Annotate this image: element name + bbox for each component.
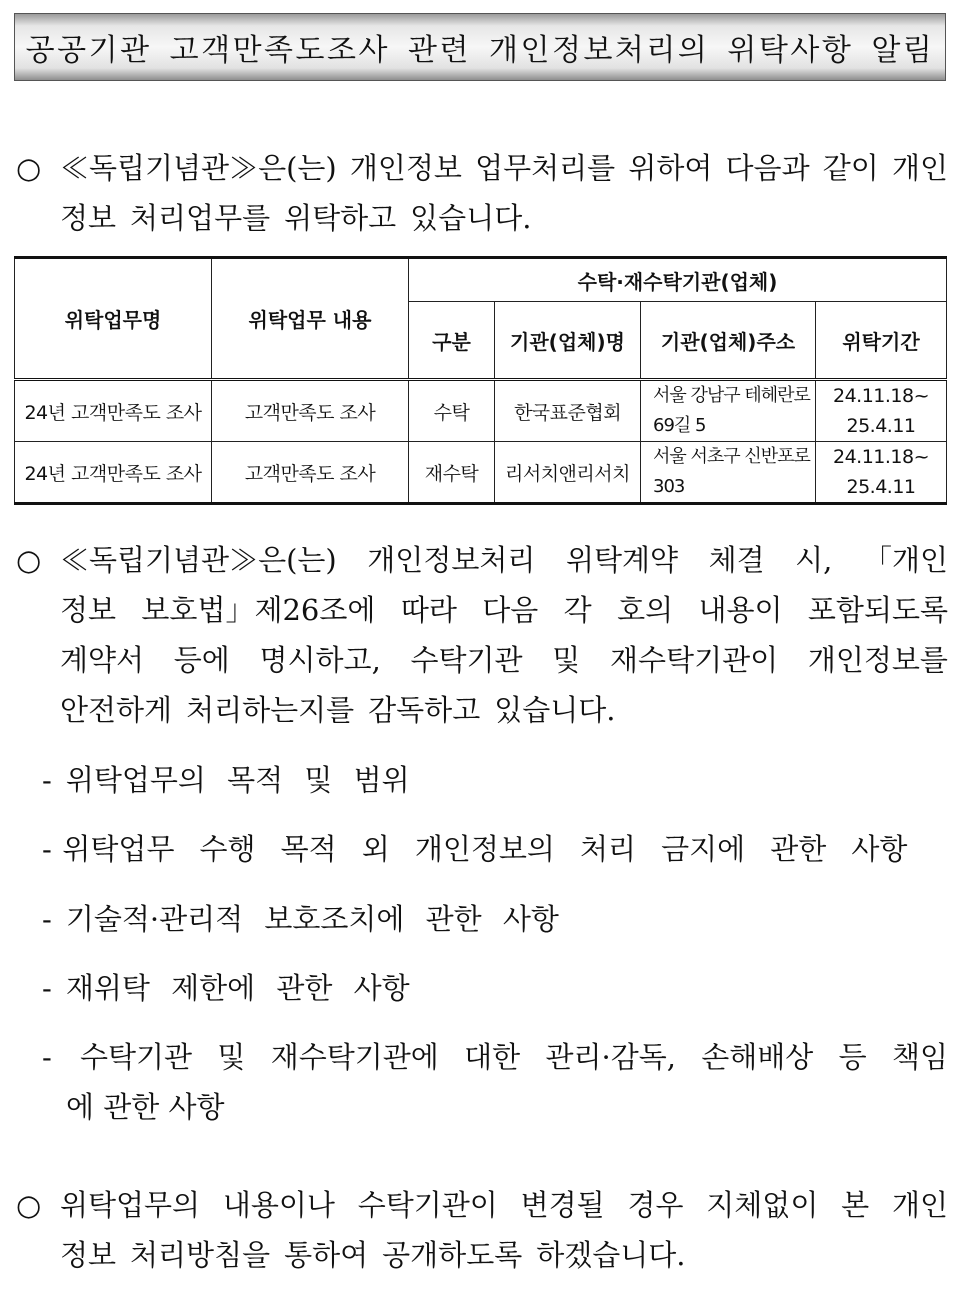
contract-line-1: [16, 535, 948, 585]
word: 내용이나: [222, 1188, 335, 1222]
cell-agency-name: 리서치앤리서치: [495, 442, 641, 504]
word: 사항: [851, 832, 908, 866]
header-period: 위탁기간: [816, 302, 947, 380]
word: 있습니다.: [494, 693, 616, 727]
header-agency-name: 기관(업체)명: [495, 302, 641, 380]
word: 및: [552, 643, 581, 677]
word: 처리하는지를: [186, 693, 355, 727]
word: 계약서: [60, 643, 145, 677]
address-line-2: 303: [653, 476, 685, 497]
contract-line-4: [16, 685, 948, 735]
word: 재수탁기관이: [610, 643, 779, 677]
bullet-circle: ○: [16, 1188, 42, 1222]
dash-marker: -: [42, 832, 52, 866]
dash-marker: -: [42, 1040, 52, 1074]
word: 다음과: [725, 151, 810, 185]
notice-title-bar: [14, 13, 946, 81]
word: 같이: [822, 151, 879, 185]
contract-paragraph: [16, 535, 948, 735]
word: 시,: [795, 543, 833, 577]
word: ≪독립기념관≫은(는): [60, 543, 337, 577]
intro-line-1: [16, 143, 948, 193]
header-agency-group: 수탁·재수탁기관(업체): [409, 258, 947, 302]
word: 업무처리를: [475, 151, 616, 185]
word: 다음: [482, 593, 539, 627]
word: 관한: [770, 832, 827, 866]
word: 개인정보처리: [367, 543, 536, 577]
dash-marker: -: [42, 902, 52, 936]
cell-task-name: 24년 고객만족도 조사: [15, 442, 212, 504]
word: 감독하고: [368, 693, 481, 727]
cell-category: 재수탁: [409, 442, 495, 504]
word: 각: [563, 593, 592, 627]
cell-agency-address: [641, 380, 816, 442]
word: 경우: [627, 1188, 684, 1222]
contract-line-2: [16, 585, 948, 635]
header-category: 구분: [409, 302, 495, 380]
word: 정보: [60, 201, 117, 235]
word: 책임: [891, 1040, 948, 1074]
word: 수탁기관: [80, 1040, 193, 1074]
word: 본: [841, 1188, 870, 1222]
address-line-1: 서울 서초구 신반포로: [653, 446, 810, 467]
word: 개인정보를: [807, 643, 948, 677]
word: 명시하고,: [259, 643, 381, 677]
address-line-1: 서울 강남구 테헤란로: [653, 385, 810, 406]
contract-line-3: [16, 635, 948, 685]
address-line-2: 69길 5: [653, 415, 706, 436]
word: 위하여: [628, 151, 713, 185]
word: 등에: [173, 643, 230, 677]
word: 정보: [60, 1238, 117, 1272]
word: 내용이: [698, 593, 783, 627]
item-text: [80, 1032, 948, 1082]
cell-agency-name: 한국표준협회: [495, 380, 641, 442]
word: 개인: [891, 1188, 948, 1222]
word: 수행: [199, 832, 256, 866]
header-task-name: 위탁업무명: [15, 258, 212, 380]
list-item: [42, 1032, 948, 1132]
word: 위탁계약: [565, 543, 679, 577]
bullet-circle: ○: [16, 151, 42, 185]
cell-task-name: 24년 고객만족도 조사: [15, 380, 212, 442]
word: 외: [361, 832, 390, 866]
word: 대한: [464, 1040, 521, 1074]
word: 관리·감독,: [545, 1040, 676, 1074]
notice-title: 공공기관 고객만족도조사 관련 개인정보처리의 위탁사항 알림: [25, 33, 935, 68]
intro-paragraph: [16, 143, 948, 243]
list-item: [42, 963, 948, 1013]
word: 개인정보의: [414, 832, 555, 866]
word: 손해배상: [701, 1040, 814, 1074]
word: 수탁기관이: [357, 1188, 498, 1222]
item-text: 위탁업무의 목적 및 범위: [65, 763, 410, 797]
list-item: [42, 824, 948, 874]
closing-line-2: [16, 1230, 948, 1280]
word: 지체없이: [706, 1188, 819, 1222]
word: ≪독립기념관≫은(는): [60, 151, 337, 185]
word: 정보: [60, 593, 117, 627]
bullet-circle: ○: [16, 543, 42, 577]
word: 하겠습니다.: [536, 1238, 686, 1272]
word: 위탁업무의: [60, 1188, 201, 1222]
word: 처리업무를: [130, 201, 271, 235]
word: 처리: [580, 832, 637, 866]
word: 호의: [617, 593, 674, 627]
period-end: 25.4.11: [846, 415, 916, 437]
list-item: [42, 894, 948, 944]
word: 통하여: [284, 1238, 369, 1272]
word: 안전하게: [60, 693, 173, 727]
word: 처리방침을: [130, 1238, 271, 1272]
list-item: [42, 755, 948, 805]
cell-period: [816, 442, 947, 504]
word: 금지에: [661, 832, 746, 866]
cell-period: [816, 380, 947, 442]
word: 위탁하고: [284, 201, 397, 235]
item-continuation: 에 관한 사항: [66, 1090, 225, 1124]
word: 개인: [891, 151, 948, 185]
word: 보호법」제26조에: [141, 593, 376, 627]
period-start: 24.11.18~: [832, 385, 930, 407]
item-text: 기술적·관리적 보호조치에 관한 사항: [65, 902, 559, 936]
cell-category: 수탁: [409, 380, 495, 442]
dash-marker: -: [42, 763, 52, 797]
item-text: [62, 824, 907, 874]
item-text: 재위탁 제한에 관한 사항: [65, 971, 410, 1005]
dash-marker: -: [42, 971, 52, 1005]
word: 개인정보: [349, 151, 462, 185]
word: 목적: [280, 832, 337, 866]
item-line: [42, 824, 948, 874]
intro-line-2: [16, 193, 948, 243]
cell-task-content: 고객만족도 조사: [212, 380, 409, 442]
word: 포함되도록: [807, 593, 948, 627]
word: 「개인: [862, 543, 948, 577]
header-task-content: 위탁업무 내용: [212, 258, 409, 380]
word: 및: [217, 1040, 246, 1074]
period-end: 25.4.11: [846, 476, 916, 498]
cell-agency-address: [641, 442, 816, 504]
word: 변경될: [520, 1188, 605, 1222]
table-row: [15, 380, 947, 442]
word: 있습니다.: [410, 201, 532, 235]
word: 따라: [400, 593, 457, 627]
word: 등: [838, 1040, 867, 1074]
consignment-table: [14, 256, 947, 505]
period-start: 24.11.18~: [832, 446, 930, 468]
table-row: [15, 442, 947, 504]
word: 재수탁기관에: [270, 1040, 439, 1074]
word: 위탁업무: [62, 832, 175, 866]
word: 수탁기관: [410, 643, 523, 677]
cell-task-content: 고객만족도 조사: [212, 442, 409, 504]
closing-paragraph: [16, 1180, 948, 1280]
word: 공개하도록: [382, 1238, 523, 1272]
closing-line-1: [16, 1180, 948, 1230]
word: 체결: [708, 543, 765, 577]
header-agency-address: 기관(업체)주소: [641, 302, 816, 380]
